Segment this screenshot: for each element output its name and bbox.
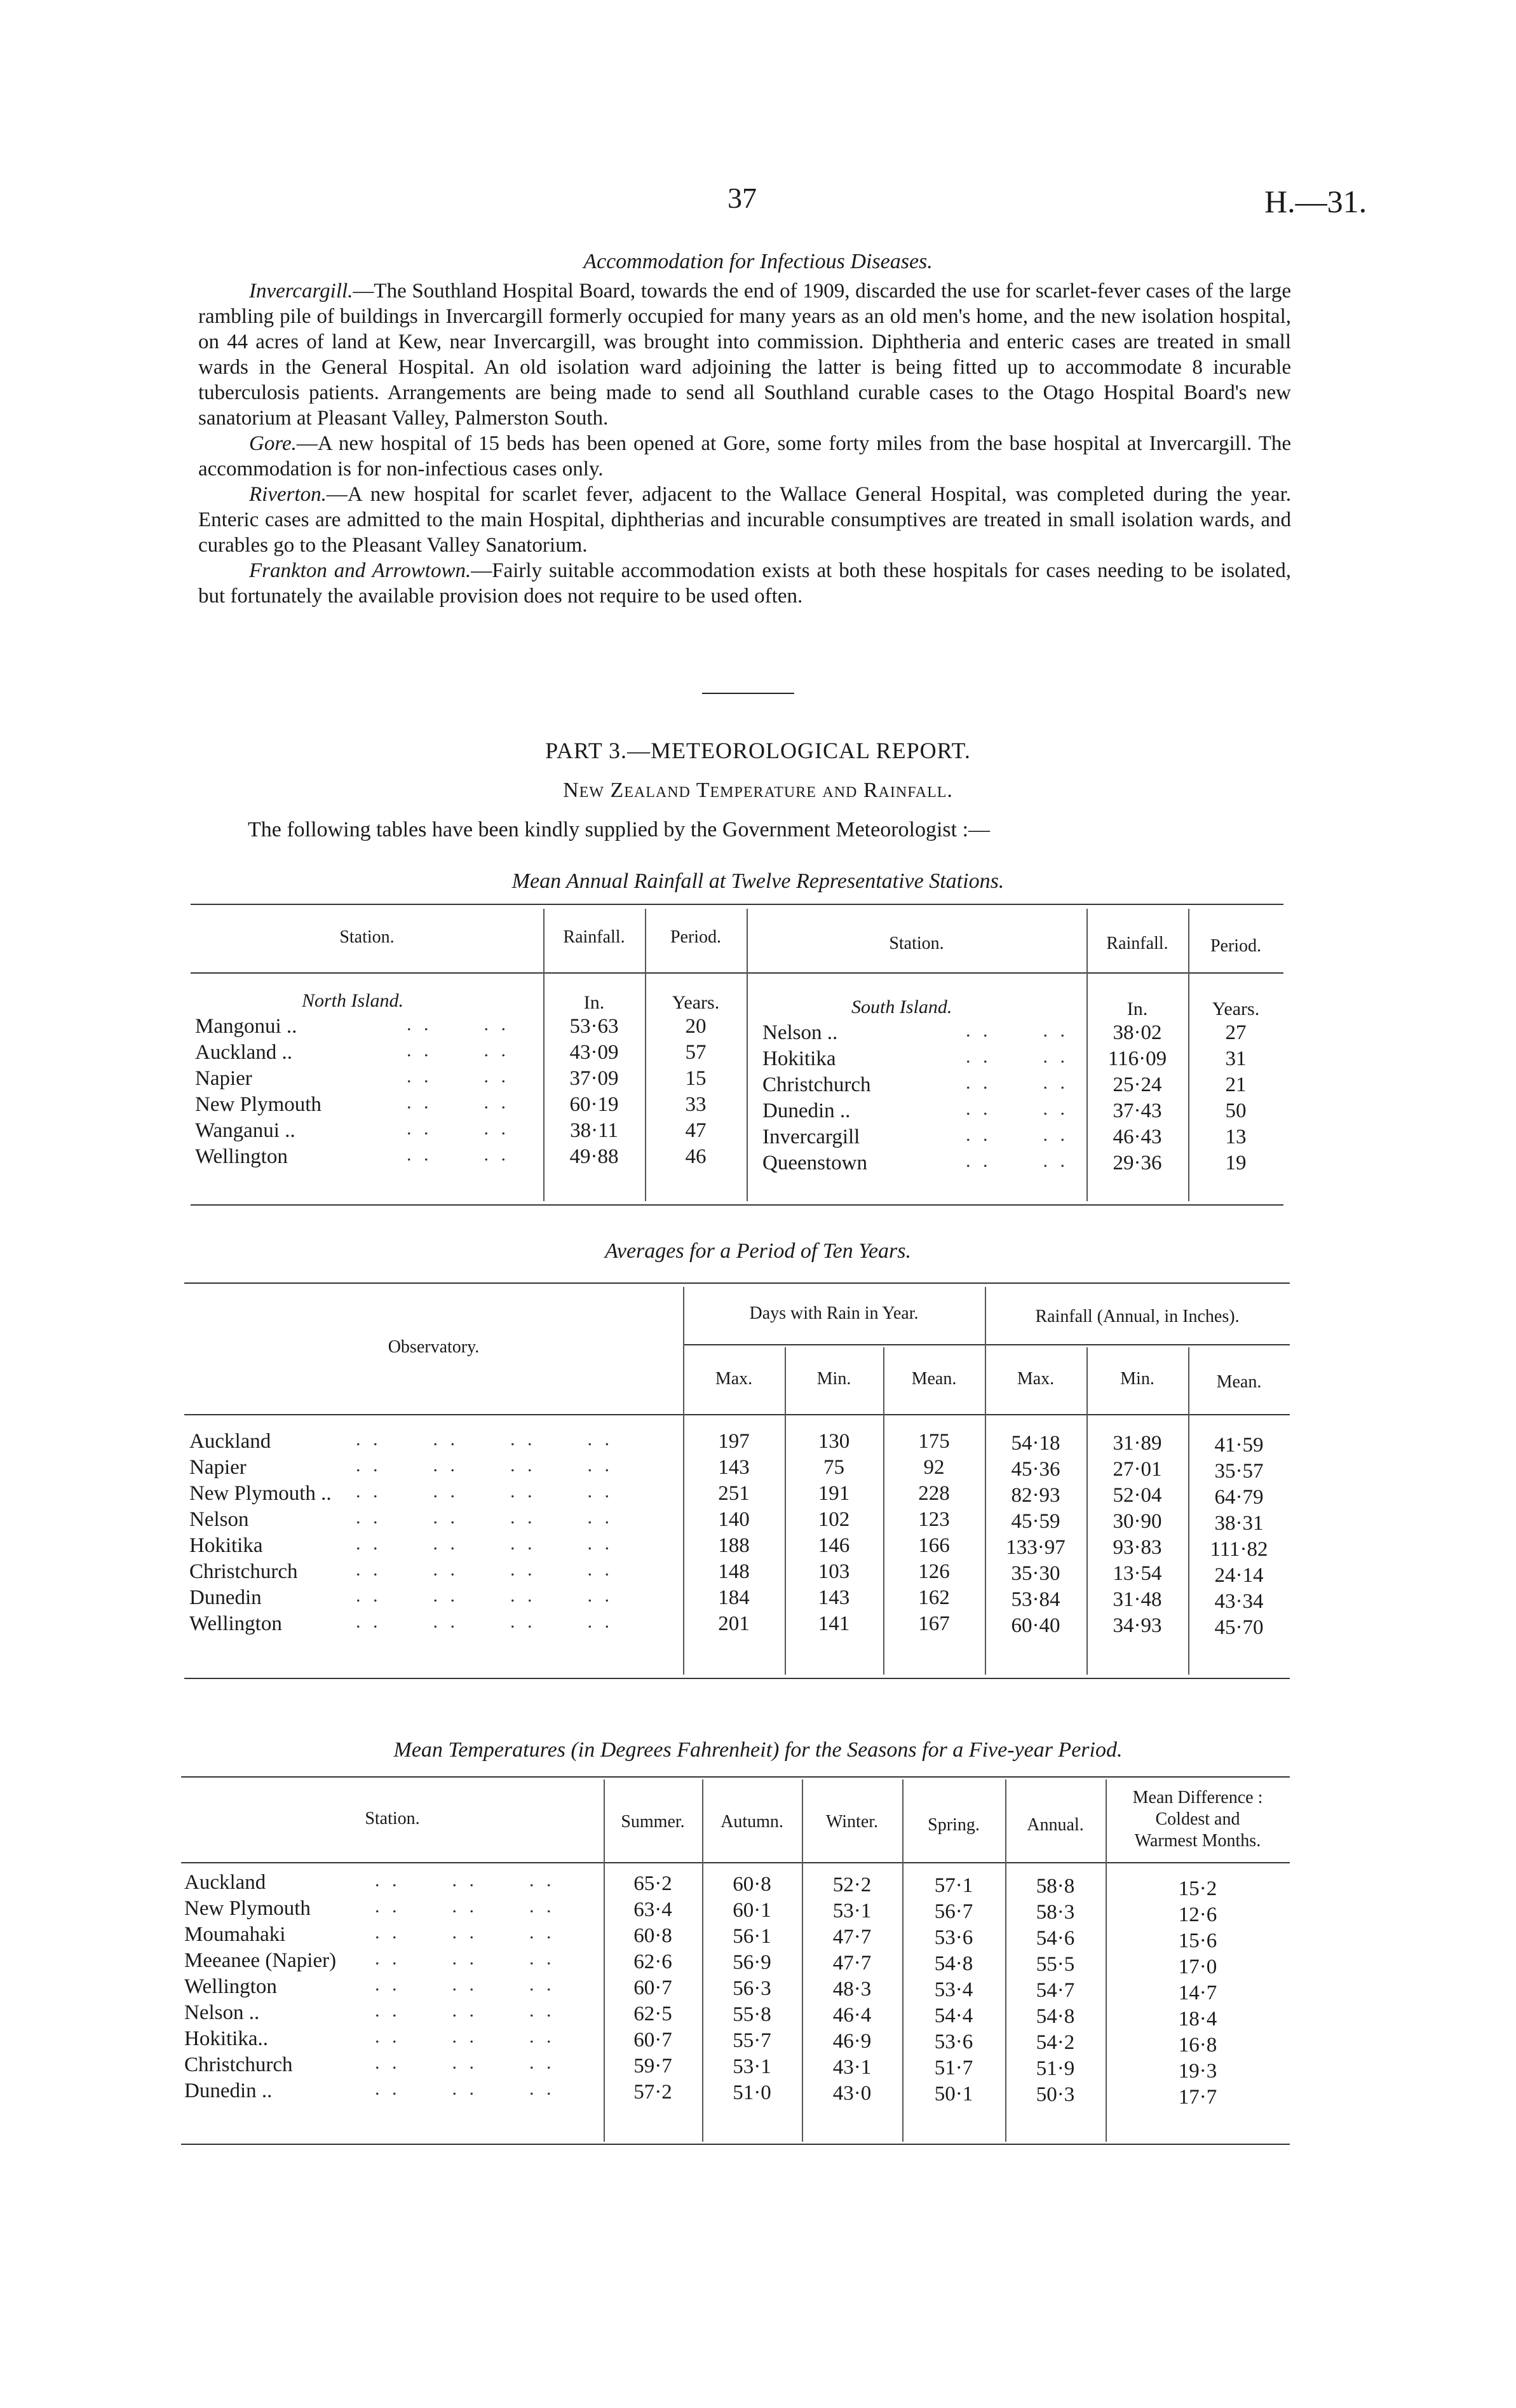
rain-mean: 111·82	[1210, 1538, 1268, 1561]
station-name: Hokitika..	[184, 2027, 268, 2050]
annual-value: 54·7	[1036, 1979, 1075, 2002]
paragraph-gore: Gore.—A new hospital of 15 beds has been opened at Gore, some forty miles from the base hospital at Invercargill. The accommodation is for non-infectious cases only.	[198, 432, 1291, 480]
col-header-spring: Spring.	[928, 1815, 980, 1835]
rain-mean: 35·57	[1214, 1460, 1264, 1483]
south-island-label: South Island.	[851, 997, 952, 1017]
spring-value: 57·1	[934, 1874, 973, 1897]
leader-dots: . . . .	[407, 1118, 510, 1139]
rain-mean: 64·79	[1214, 1486, 1264, 1509]
rainfall-value: 37·09	[569, 1067, 619, 1090]
station-name: Wellington	[184, 1975, 277, 1998]
col-header-max: Max.	[715, 1369, 753, 1389]
autumn-value: 60·1	[733, 1899, 771, 1922]
rain-min: 34·93	[1113, 1614, 1162, 1637]
infectious-title: Accommodation for Infectious Diseases.	[583, 250, 933, 273]
leader-dots: . . . . . .	[375, 2000, 555, 2021]
summer-value: 63·4	[633, 1898, 672, 1921]
station-name: Auckland ..	[195, 1041, 293, 1064]
rainfall-value: 49·88	[569, 1145, 619, 1168]
leader-dots: . . . .	[966, 1072, 1069, 1093]
rain-min: 30·90	[1113, 1510, 1162, 1533]
col-header-rainfall: Rainfall.	[1106, 934, 1168, 953]
col-header-mean: Mean.	[1216, 1372, 1262, 1392]
col-header-station: Station.	[889, 934, 944, 953]
leader-dots: . . . .	[966, 1046, 1069, 1067]
period-value: 13	[1225, 1126, 1247, 1148]
days-mean: 167	[918, 1612, 950, 1635]
leader-dots: . . . .	[407, 1040, 510, 1061]
days-min: 191	[818, 1482, 850, 1505]
days-max: 188	[718, 1534, 750, 1557]
leader-dots: . . . . . . . .	[356, 1481, 613, 1502]
infectious-paragraphs	[198, 278, 1291, 609]
mean-difference-value: 17·7	[1178, 2086, 1217, 2109]
station-name: Wellington	[195, 1145, 288, 1168]
col-header-min: Min.	[1120, 1369, 1154, 1389]
days-min: 103	[818, 1560, 850, 1583]
observatory-name: Hokitika	[189, 1534, 263, 1557]
rain-min: 93·83	[1113, 1536, 1162, 1559]
observatory-name: New Plymouth ..	[189, 1482, 332, 1505]
col-header-summer: Summer.	[621, 1812, 685, 1832]
observatory-name: Wellington	[189, 1612, 282, 1635]
summer-value: 60·7	[633, 1976, 672, 1999]
rainfall-value: 46·43	[1113, 1126, 1162, 1148]
observatory-name: Auckland	[189, 1430, 271, 1453]
document-reference: H.—31.	[1264, 184, 1367, 219]
station-name: Christchurch	[184, 2053, 293, 2076]
leader-dots: . . . .	[407, 1144, 510, 1165]
leader-dots: . . . . . .	[375, 1922, 555, 1943]
days-mean: 175	[918, 1430, 950, 1453]
leader-dots: . . . . . . . .	[356, 1429, 613, 1450]
leader-dots: . . . . . .	[375, 2052, 555, 2073]
days-max: 140	[718, 1508, 750, 1531]
rainfall-value: 29·36	[1113, 1152, 1162, 1174]
days-max: 251	[718, 1482, 750, 1505]
leader-dots: . . . . . .	[375, 1974, 555, 1995]
leader-dots: . . . . . . . .	[356, 1611, 613, 1632]
annual-value: 50·3	[1036, 2083, 1075, 2106]
leader-dots: . . . . . . . .	[356, 1507, 613, 1528]
table-rule	[181, 1862, 1290, 1863]
rain-max: 53·84	[1011, 1588, 1060, 1611]
spring-value: 51·7	[934, 2057, 973, 2079]
station-name: Nelson ..	[184, 2001, 260, 2024]
annual-value: 54·2	[1036, 2031, 1075, 2054]
days-mean: 92	[923, 1456, 945, 1479]
table-rule	[184, 1414, 1290, 1415]
unit-label: Years.	[672, 992, 720, 1013]
rain-min: 31·48	[1113, 1588, 1162, 1611]
days-max: 143	[718, 1456, 750, 1479]
days-min: 75	[823, 1456, 844, 1479]
annual-value: 54·8	[1036, 2005, 1075, 2028]
station-name: Mangonui ..	[195, 1015, 297, 1038]
summer-value: 60·7	[633, 2029, 672, 2051]
mean-difference-value: 12·6	[1178, 1903, 1217, 1926]
mean-difference-value: 17·0	[1178, 1956, 1217, 1978]
unit-label: In.	[583, 992, 605, 1013]
leader-dots: . . . .	[966, 1124, 1069, 1145]
winter-value: 46·9	[832, 2030, 872, 2053]
mean-difference-value: 15·2	[1178, 1877, 1217, 1900]
rainfall-value: 38·11	[570, 1119, 618, 1142]
annual-value: 55·5	[1036, 1953, 1075, 1976]
period-value: 21	[1225, 1073, 1247, 1096]
rain-mean: 45·70	[1214, 1616, 1264, 1639]
col-header-min: Min.	[816, 1369, 851, 1389]
mean-difference-value: 18·4	[1178, 2008, 1217, 2030]
rain-min: 52·04	[1113, 1484, 1162, 1507]
station-name: Wanganui ..	[195, 1119, 295, 1142]
spring-value: 56·7	[934, 1900, 973, 1923]
spring-value: 54·4	[934, 2004, 973, 2027]
summer-value: 59·7	[633, 2055, 672, 2078]
rain-mean: 24·14	[1214, 1564, 1264, 1587]
paragraph-invercargill: Invercargill.—The Southland Hospital Board, towards the end of 1909, discarded the use for scarlet-fever cases of the large rambling pile of buildings in Invercargill formerly occupied for many years as an old men's home, and the new isolation hospital, on 44 acres of land at Kew, near Invercargill, was brought into commission. Diphtheria and enteric cases are treated in small wards in the General Hospital. An old isolation ward adjoining the latter is being fitted up to accommodate 8 incurable tuberculosis patients. Arrangements are being made to send all Southland curable cases to the Otago Hospital Board's new sanatorium at Pleasant Valley, Palmerston South.	[198, 280, 1291, 430]
days-mean: 166	[918, 1534, 950, 1557]
leader-dots: . . . . . . . .	[356, 1533, 613, 1554]
period-value: 33	[685, 1093, 707, 1116]
annual-value: 54·6	[1036, 1927, 1075, 1950]
leader-dots: . . . . . . . .	[356, 1455, 613, 1476]
station-name: New Plymouth	[195, 1093, 321, 1116]
winter-value: 43·0	[832, 2082, 872, 2105]
rain-max: 54·18	[1011, 1432, 1060, 1455]
days-max: 148	[718, 1560, 750, 1583]
table-rule	[683, 1344, 1290, 1345]
station-name: Hokitika	[762, 1047, 836, 1070]
period-value: 19	[1225, 1152, 1247, 1174]
rainfall-value: 116·09	[1107, 1047, 1167, 1070]
leader-dots: . . . .	[966, 1098, 1069, 1119]
leader-dots: . . . . . .	[375, 1948, 555, 1969]
rainfall-value: 38·02	[1113, 1021, 1162, 1044]
winter-value: 48·3	[832, 1978, 872, 2001]
period-value: 15	[685, 1067, 707, 1090]
north-island-label: North Island.	[302, 990, 404, 1011]
col-header-annual: Annual.	[1027, 1815, 1084, 1835]
station-name: New Plymouth	[184, 1897, 311, 1920]
rain-mean: 38·31	[1214, 1512, 1264, 1535]
rain-max: 45·36	[1011, 1458, 1060, 1481]
col-header-mean-difference: Mean Difference : Coldest and Warmest Months.	[1132, 1788, 1263, 1851]
averages-title: Averages for a Period of Ten Years.	[604, 1239, 911, 1263]
spring-value: 50·1	[934, 2083, 973, 2105]
leader-dots: . . . . . .	[375, 1896, 555, 1917]
leader-dots: . . . . . . . .	[356, 1559, 613, 1580]
table-rule	[191, 904, 1283, 905]
mean-difference-value: 14·7	[1178, 1982, 1217, 2004]
winter-value: 52·2	[832, 1874, 872, 1896]
mean-difference-value: 16·8	[1178, 2034, 1217, 2057]
col-header-days-group: Days with Rain in Year.	[749, 1303, 919, 1323]
autumn-value: 55·7	[733, 2029, 771, 2052]
leader-dots: . . . . . . . .	[356, 1585, 613, 1606]
col-header-winter: Winter.	[825, 1812, 879, 1832]
winter-value: 47·7	[832, 1952, 872, 1975]
period-value: 31	[1225, 1047, 1247, 1070]
observatory-name: Christchurch	[189, 1560, 298, 1583]
days-mean: 228	[918, 1482, 950, 1505]
rainfall-value: 43·09	[569, 1041, 619, 1064]
station-name: Queenstown	[762, 1152, 867, 1174]
days-min: 141	[818, 1612, 850, 1635]
days-min: 130	[818, 1430, 850, 1453]
col-header-mean: Mean.	[911, 1369, 957, 1389]
period-value: 46	[685, 1145, 707, 1168]
table-rule	[184, 1678, 1290, 1679]
autumn-value: 56·3	[733, 1977, 771, 2000]
station-name: Invercargill	[762, 1126, 860, 1148]
station-name: Meeanee (Napier)	[184, 1949, 337, 1972]
rain-max: 82·93	[1011, 1484, 1060, 1507]
mean-difference-value: 19·3	[1178, 2060, 1217, 2083]
period-value: 47	[685, 1119, 707, 1142]
days-max: 184	[718, 1586, 750, 1609]
annual-value: 51·9	[1036, 2057, 1075, 2080]
leader-dots: . . . .	[407, 1066, 510, 1087]
rainfall-value: 60·19	[569, 1093, 619, 1116]
days-mean: 162	[918, 1586, 950, 1609]
unit-label: Years.	[1212, 998, 1260, 1019]
autumn-value: 51·0	[733, 2081, 771, 2104]
mean-difference-value: 15·6	[1178, 1929, 1217, 1952]
winter-value: 43·1	[832, 2056, 872, 2079]
winter-value: 46·4	[832, 2004, 872, 2027]
station-name: Napier	[195, 1067, 252, 1090]
station-name: Nelson ..	[762, 1021, 838, 1044]
station-name: Moumahaki	[184, 1923, 286, 1946]
autumn-value: 60·8	[733, 1873, 771, 1896]
table-rule	[181, 1776, 1290, 1778]
rain-min: 27·01	[1113, 1458, 1162, 1481]
annual-value: 58·3	[1036, 1901, 1075, 1924]
annual-value: 58·8	[1036, 1875, 1075, 1898]
autumn-value: 56·1	[733, 1925, 771, 1948]
summer-value: 62·5	[633, 2003, 672, 2025]
rain-mean: 41·59	[1214, 1434, 1264, 1457]
rain-mean: 43·34	[1214, 1590, 1264, 1613]
rain-max: 45·59	[1011, 1510, 1060, 1533]
paragraph-frankton: Frankton and Arrowtown.—Fairly suitable accommodation exists at both these hospitals for cases needing to be isolated, but fortunately the available provision does not require to be used often.	[198, 559, 1291, 608]
rain-max: 133·97	[1006, 1536, 1066, 1559]
table-rule	[181, 2144, 1290, 2145]
spring-value: 53·6	[934, 2030, 973, 2053]
period-value: 20	[685, 1015, 707, 1038]
rainfall-value: 37·43	[1113, 1099, 1162, 1122]
rain-min: 13·54	[1113, 1562, 1162, 1585]
period-value: 27	[1225, 1021, 1247, 1044]
winter-value: 53·1	[832, 1900, 872, 1922]
summer-value: 57·2	[633, 2081, 672, 2104]
leader-dots: . . . . . .	[375, 2026, 555, 2047]
leader-dots: . . . .	[407, 1092, 510, 1113]
table-rule	[184, 1282, 1290, 1284]
rain-max: 60·40	[1011, 1614, 1060, 1637]
rainfall-value: 25·24	[1113, 1073, 1162, 1096]
autumn-value: 56·9	[733, 1951, 771, 1974]
col-header-period: Period.	[1210, 936, 1262, 956]
page-number: 37	[728, 182, 757, 214]
leader-dots: . . . . . .	[375, 1870, 555, 1891]
days-min: 143	[818, 1586, 850, 1609]
spring-value: 53·6	[934, 1926, 973, 1949]
table-rule	[191, 972, 1283, 974]
spring-value: 53·4	[934, 1978, 973, 2001]
table-rule	[191, 1204, 1283, 1206]
autumn-value: 53·1	[733, 2055, 771, 2078]
col-header-rain-group: Rainfall (Annual, in Inches).	[1035, 1307, 1240, 1326]
spring-value: 54·8	[934, 1952, 973, 1975]
period-value: 57	[685, 1041, 707, 1064]
period-value: 50	[1225, 1099, 1247, 1122]
observatory-name: Napier	[189, 1456, 247, 1479]
paragraph-riverton: Riverton.—A new hospital for scarlet fever, adjacent to the Wallace General Hospital, was completed during the year. Enteric cases are admitted to the main Hospital, diphtherias and incurable consumptives are treated in small isolation wards, and curables go to the Pleasant Valley Sanatorium.	[198, 483, 1291, 557]
part3-subtitle: New Zealand Temperature and Rainfall.	[563, 779, 953, 802]
unit-label: In.	[1127, 998, 1148, 1019]
rain-min: 31·89	[1113, 1432, 1162, 1455]
leader-dots: . . . . . .	[375, 2078, 555, 2099]
station-name: Dunedin ..	[184, 2079, 273, 2102]
temps-title: Mean Temperatures (in Degrees Fahrenheit) for the Seasons for a Five-year Period.	[393, 1738, 1123, 1762]
section-divider	[702, 693, 794, 694]
autumn-value: 55·8	[733, 2003, 771, 2026]
leader-dots: . . . .	[966, 1020, 1069, 1041]
station-name: Auckland	[184, 1871, 266, 1894]
col-header-period: Period.	[670, 927, 722, 947]
days-max: 197	[718, 1430, 750, 1453]
station-name: Dunedin ..	[762, 1099, 851, 1122]
part3-title: PART 3.—METEOROLOGICAL REPORT.	[545, 738, 971, 763]
rainfall-value: 53·63	[569, 1015, 619, 1038]
col-header-autumn: Autumn.	[721, 1812, 783, 1832]
observatory-name: Dunedin	[189, 1586, 262, 1609]
col-header-station: Station.	[365, 1809, 420, 1828]
rainfall-title: Mean Annual Rainfall at Twelve Representative Stations.	[511, 869, 1005, 893]
summer-value: 62·6	[633, 1950, 672, 1973]
days-mean: 126	[918, 1560, 950, 1583]
days-min: 102	[818, 1508, 850, 1531]
days-max: 201	[718, 1612, 750, 1635]
station-name: Christchurch	[762, 1073, 871, 1096]
col-header-station: Station.	[339, 927, 395, 947]
winter-value: 47·7	[832, 1926, 872, 1949]
col-header-max: Max.	[1017, 1369, 1055, 1389]
summer-value: 60·8	[633, 1924, 672, 1947]
leader-dots: . . . .	[966, 1150, 1069, 1171]
days-mean: 123	[918, 1508, 950, 1531]
leader-dots: . . . .	[407, 1014, 510, 1035]
col-header-rainfall: Rainfall.	[563, 927, 625, 947]
days-min: 146	[818, 1534, 850, 1557]
rain-max: 35·30	[1011, 1562, 1060, 1585]
observatory-name: Nelson	[189, 1508, 249, 1531]
summer-value: 65·2	[633, 1872, 672, 1895]
col-header-observatory: Observatory.	[388, 1337, 480, 1357]
part3-intro: The following tables have been kindly supplied by the Government Meteorologist :—	[248, 818, 991, 841]
